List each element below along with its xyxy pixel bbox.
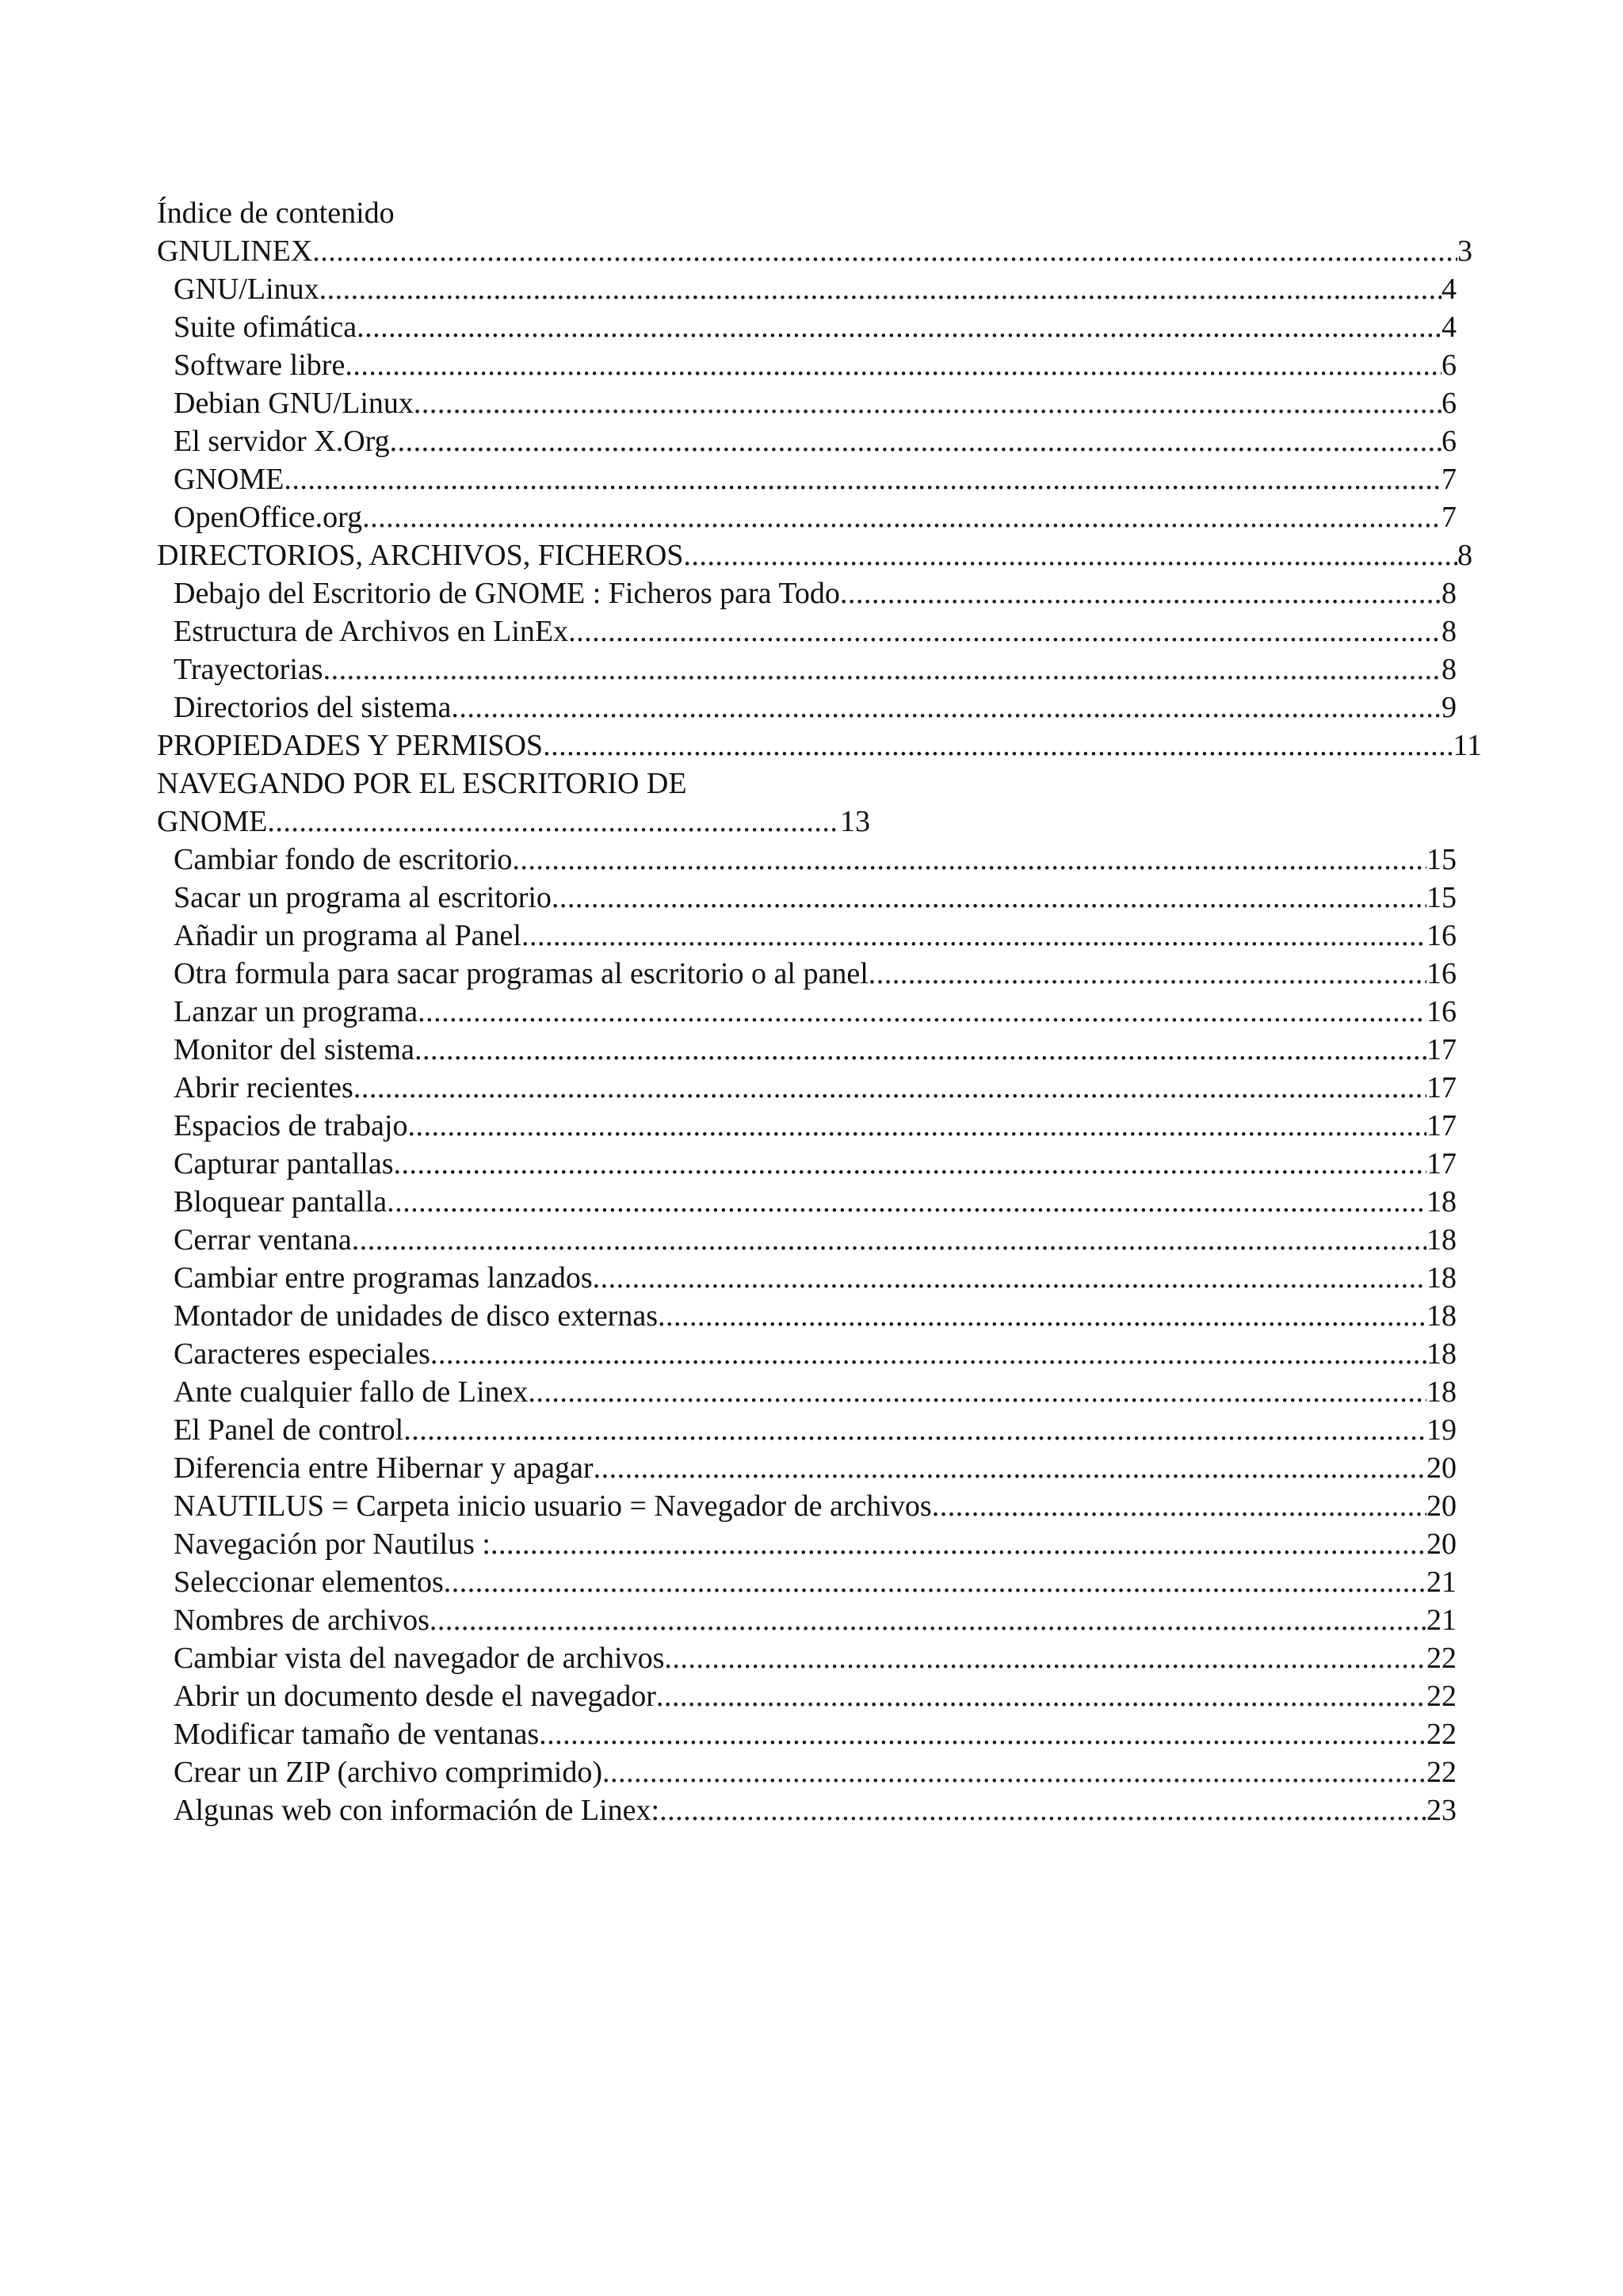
- toc-entry[interactable]: [157, 1525, 1488, 1563]
- dot-leader: [353, 1069, 1426, 1107]
- dot-leader: [568, 612, 1442, 650]
- toc-entry-text: Lanzar un programa: [174, 995, 418, 1028]
- toc-entry-text: Modificar tamaño de ventanas: [174, 1718, 540, 1751]
- dot-leader: [403, 1411, 1426, 1449]
- dot-leader: [430, 1601, 1426, 1639]
- toc-entry-text: Debian GNU/Linux: [174, 387, 414, 420]
- toc-entry-page-number: 4: [1442, 311, 1457, 344]
- toc-entry-text: PROPIEDADES Y PERMISOS: [157, 729, 544, 762]
- toc-entry-page-number: 23: [1426, 1794, 1457, 1827]
- toc-entry-page-number: 17: [1426, 1109, 1457, 1142]
- toc-entry-text: GNOME: [157, 805, 268, 838]
- toc-entry-page-number: 16: [1426, 995, 1457, 1028]
- toc-entry-page-number: 15: [1426, 843, 1457, 876]
- dot-leader: [932, 1487, 1426, 1525]
- toc-entry[interactable]: [157, 1487, 1488, 1525]
- toc-entry-text: Debajo del Escritorio de GNOME : Ficheros para Todo: [174, 577, 840, 610]
- toc-entry-text: Crear un ZIP (archivo comprimido): [174, 1756, 602, 1789]
- toc-entry-text: NAVEGANDO POR EL ESCRITORIO DE: [157, 767, 687, 800]
- toc-entry-page-number: 20: [1426, 1451, 1457, 1485]
- toc-entry-text: Seleccionar elementos: [174, 1566, 444, 1599]
- dot-leader: [659, 1791, 1426, 1829]
- toc-entry-page-number: 19: [1426, 1413, 1457, 1447]
- toc-entry[interactable]: [157, 574, 1488, 612]
- toc-entry-page-number: 8: [1457, 539, 1472, 572]
- toc-entry-text: Otra formula para sacar programas al escritorio o al panel: [174, 957, 869, 990]
- dot-leader: [664, 1639, 1426, 1677]
- toc-entry[interactable]: [157, 1183, 1488, 1221]
- toc-entry[interactable]: [157, 270, 1488, 308]
- toc-entry[interactable]: [157, 1107, 1488, 1145]
- toc-entry-page-number: 22: [1426, 1642, 1457, 1675]
- toc-entry-page-number: 20: [1426, 1489, 1457, 1523]
- dot-leader: [345, 346, 1442, 384]
- dot-leader: [512, 841, 1426, 879]
- toc-entry[interactable]: [157, 498, 1488, 536]
- dot-leader: [594, 1449, 1426, 1487]
- toc-entry-page-number: 17: [1426, 1147, 1457, 1180]
- dot-leader: [840, 574, 1442, 612]
- toc-entry[interactable]: [157, 917, 1488, 955]
- toc-entry[interactable]: [157, 841, 1488, 879]
- toc-entry[interactable]: [157, 993, 1488, 1031]
- toc-entry-page-number: 21: [1426, 1604, 1457, 1637]
- dot-leader: [312, 232, 1457, 270]
- dot-leader: [407, 1107, 1426, 1145]
- toc-entry-text: Capturar pantallas: [174, 1147, 394, 1180]
- dot-leader: [414, 384, 1442, 422]
- dot-leader: [414, 1031, 1426, 1069]
- toc-entry[interactable]: [157, 1145, 1488, 1183]
- toc-entry-page-number: 6: [1442, 387, 1457, 420]
- toc-entry-page-number: 6: [1442, 349, 1457, 382]
- toc-entry-text: Montador de unidades de disco externas: [174, 1299, 658, 1333]
- toc-entry-page-number: 18: [1426, 1337, 1457, 1371]
- toc-entry[interactable]: [157, 1335, 1488, 1373]
- toc-entry-page-number: 18: [1426, 1223, 1457, 1257]
- toc-entry[interactable]: [157, 1449, 1488, 1487]
- toc-entry[interactable]: [157, 1791, 1488, 1829]
- dot-leader: [658, 1297, 1426, 1335]
- toc-entry[interactable]: [157, 422, 1488, 460]
- toc-entry[interactable]: [157, 1259, 1488, 1297]
- toc-entry-page-number: 17: [1426, 1071, 1457, 1104]
- toc-entry-page-number: 18: [1426, 1185, 1457, 1219]
- dot-leader: [656, 1677, 1426, 1715]
- toc-entry-text: Software libre: [174, 349, 346, 382]
- toc-entry-text: Sacar un programa al escritorio: [174, 881, 552, 914]
- toc-entry-page-number: 17: [1426, 1033, 1457, 1066]
- toc-entry[interactable]: [157, 1373, 1488, 1411]
- toc-entry[interactable]: [157, 879, 1488, 917]
- toc-entry[interactable]: [157, 1221, 1488, 1259]
- dot-leader: [352, 1221, 1426, 1259]
- dot-leader: [521, 917, 1426, 955]
- toc-entry-text: GNULINEX: [157, 235, 313, 268]
- toc-entry[interactable]: [157, 460, 1488, 498]
- toc-entry-text: OpenOffice.org: [174, 501, 363, 534]
- dot-leader: [593, 1259, 1426, 1297]
- toc-entry-text: Suite ofimática: [174, 311, 357, 344]
- toc-entry[interactable]: [157, 612, 1488, 650]
- toc-entry-text: Abrir recientes: [174, 1071, 353, 1104]
- dot-leader: [683, 536, 1457, 574]
- toc-entry-text: GNU/Linux: [174, 273, 319, 306]
- toc-entry-text: Caracteres especiales: [174, 1337, 430, 1371]
- toc-entry[interactable]: [157, 803, 870, 841]
- dot-leader: [539, 1715, 1426, 1753]
- toc-entry[interactable]: [157, 232, 1488, 270]
- toc-entry-text: NAUTILUS = Carpeta inicio usuario = Navegador de archivos: [174, 1489, 932, 1523]
- toc-entry-page-number: 22: [1426, 1718, 1457, 1751]
- dot-leader: [869, 955, 1426, 993]
- dot-leader: [387, 1183, 1426, 1221]
- toc-entry-page-number: 11: [1453, 729, 1482, 762]
- toc-entry-text: Cerrar ventana: [174, 1223, 352, 1257]
- toc-entry-page-number: 9: [1442, 691, 1457, 724]
- toc-entry-text: Nombres de archivos: [174, 1604, 430, 1637]
- dot-leader: [444, 1563, 1426, 1601]
- table-of-contents: [157, 194, 1488, 1829]
- toc-entry-text: Cambiar entre programas lanzados: [174, 1261, 593, 1295]
- dot-leader: [430, 1335, 1426, 1373]
- toc-entry-text: El servidor X.Org: [174, 425, 390, 458]
- toc-entry[interactable]: [157, 955, 1488, 993]
- toc-entry-page-number: 18: [1426, 1261, 1457, 1295]
- dot-leader: [528, 1373, 1426, 1411]
- toc-entry[interactable]: [157, 1677, 1488, 1715]
- toc-entry-page-number: 3: [1457, 235, 1472, 268]
- toc-title: Índice de contenido: [157, 196, 395, 230]
- toc-entry-text: GNOME: [174, 463, 285, 496]
- toc-entry-page-number: 22: [1426, 1680, 1457, 1713]
- toc-entry[interactable]: [157, 688, 1488, 727]
- toc-entry-page-number: 6: [1442, 425, 1457, 458]
- toc-entry-page-number: 13: [840, 805, 870, 838]
- dot-leader: [552, 879, 1426, 917]
- dot-leader: [394, 1145, 1426, 1183]
- toc-entry-text: Directorios del sistema: [174, 691, 452, 724]
- dot-leader: [267, 803, 840, 841]
- toc-entry[interactable]: [157, 1639, 1488, 1677]
- toc-entry-page-number: 7: [1442, 501, 1457, 534]
- toc-entry[interactable]: [157, 1601, 1488, 1639]
- toc-entry-page-number: 22: [1426, 1756, 1457, 1789]
- toc-entry[interactable]: [157, 1563, 1488, 1601]
- toc-entry-text: DIRECTORIOS, ARCHIVOS, FICHEROS: [157, 539, 684, 572]
- toc-entry-text: Algunas web con información de Linex:: [174, 1794, 660, 1827]
- toc-entry-page-number: 18: [1426, 1299, 1457, 1333]
- toc-entry-page-number: 4: [1442, 273, 1457, 306]
- toc-entry-text: Diferencia entre Hibernar y apagar: [174, 1451, 594, 1485]
- toc-entry-page-number: 8: [1442, 653, 1457, 686]
- dot-leader: [602, 1753, 1426, 1791]
- dot-leader: [319, 270, 1442, 308]
- toc-entry[interactable]: [157, 384, 1488, 422]
- toc-entry-page-number: 7: [1442, 463, 1457, 496]
- toc-entry[interactable]: [157, 536, 1488, 574]
- dot-leader: [323, 650, 1442, 688]
- toc-entry-text: Espacios de trabajo: [174, 1109, 408, 1142]
- toc-entry-page-number: 16: [1426, 919, 1457, 952]
- dot-leader: [390, 422, 1442, 460]
- toc-entry-text: Monitor del sistema: [174, 1033, 414, 1066]
- toc-entry-page-number: 16: [1426, 957, 1457, 990]
- toc-entry-text: Cambiar vista del navegador de archivos: [174, 1642, 665, 1675]
- toc-entry[interactable]: [157, 1031, 1488, 1069]
- toc-entry-line[interactable]: [157, 765, 1488, 803]
- toc-entry[interactable]: [157, 1411, 1488, 1449]
- dot-leader: [451, 688, 1442, 727]
- toc-entry-text: Estructura de Archivos en LinEx: [174, 615, 569, 648]
- toc-entry[interactable]: [157, 1297, 1488, 1335]
- toc-entry[interactable]: [157, 1069, 1488, 1107]
- dot-leader: [543, 727, 1453, 765]
- toc-entry[interactable]: [157, 1753, 1488, 1791]
- toc-entry-page-number: 18: [1426, 1375, 1457, 1409]
- toc-entry-text: El Panel de control: [174, 1413, 404, 1447]
- toc-entry-text: Abrir un documento desde el navegador: [174, 1680, 656, 1713]
- toc-entry-page-number: 15: [1426, 881, 1457, 914]
- toc-entry[interactable]: [157, 650, 1488, 688]
- dot-leader: [357, 308, 1442, 346]
- toc-entry-text: Cambiar fondo de escritorio: [174, 843, 513, 876]
- dot-leader: [491, 1525, 1426, 1563]
- toc-entry-text: Trayectorias: [174, 653, 323, 686]
- toc-entry[interactable]: [157, 1715, 1488, 1753]
- toc-entry-page-number: 20: [1426, 1527, 1457, 1561]
- toc-entry[interactable]: [157, 727, 1488, 765]
- toc-entry-page-number: 21: [1426, 1566, 1457, 1599]
- toc-entry-page-number: 8: [1442, 577, 1457, 610]
- toc-entry-text: Bloquear pantalla: [174, 1185, 388, 1219]
- toc-entry-text: Añadir un programa al Panel: [174, 919, 521, 952]
- dot-leader: [418, 993, 1426, 1031]
- dot-leader: [284, 460, 1442, 498]
- toc-entry-text: Ante cualquier fallo de Linex: [174, 1375, 529, 1409]
- toc-entry[interactable]: [157, 308, 1488, 346]
- toc-entry-page-number: 8: [1442, 615, 1457, 648]
- toc-entry-list: [157, 232, 1488, 1829]
- toc-entry-text: Navegación por Nautilus :: [174, 1527, 491, 1561]
- dot-leader: [362, 498, 1442, 536]
- toc-entry[interactable]: [157, 346, 1488, 384]
